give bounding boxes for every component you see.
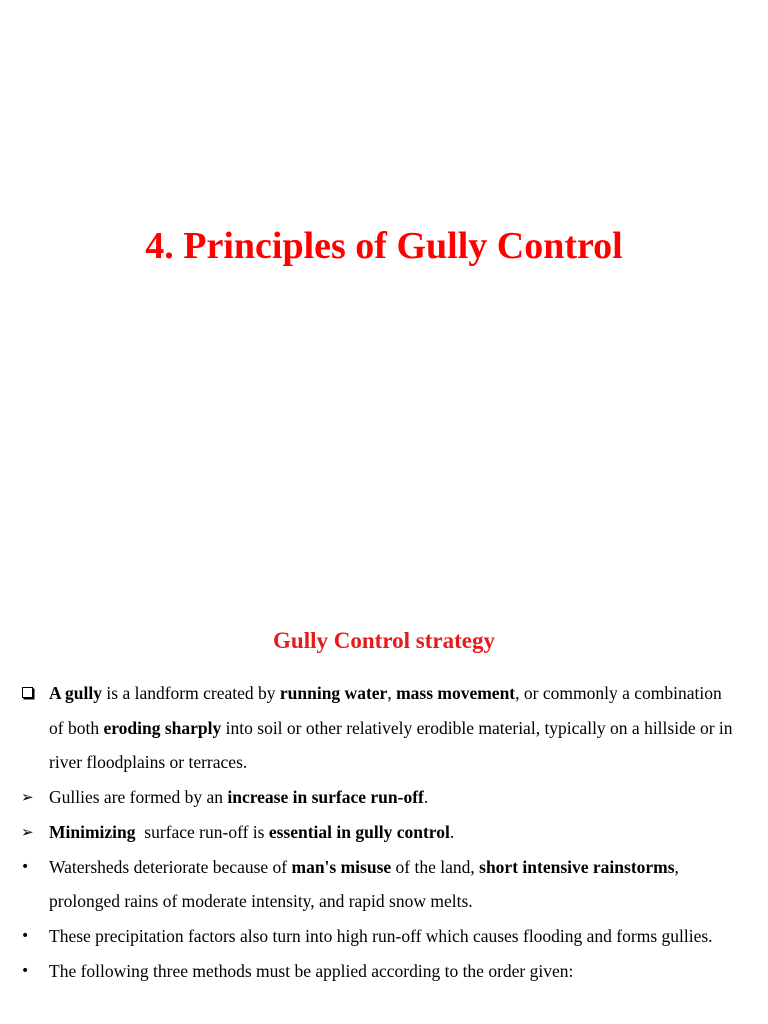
- text: into soil or other relatively erodible material, typically on a hillside or in river floodplains or terraces.: [49, 717, 737, 773]
- checkbox-bullet-icon: [22, 687, 33, 698]
- dot-bullet-icon: •: [21, 858, 30, 875]
- list-item: [0, 815, 768, 850]
- bold-text: increase in surface run-off: [227, 787, 424, 808]
- text: These precipitation factors also turn into high run-off which causes flooding and forms gullies.: [49, 925, 713, 946]
- list-item: [0, 850, 768, 919]
- bold-text: essential in gully control: [268, 821, 450, 842]
- bold-text: mass movement: [396, 683, 516, 703]
- list-item: [0, 954, 768, 989]
- arrow-bullet-icon: ➢: [21, 788, 34, 807]
- bold-text: A gully: [49, 683, 103, 703]
- dot-bullet-icon: •: [21, 927, 30, 944]
- text: Watersheds deteriorate because of: [49, 856, 292, 877]
- text: .: [423, 787, 429, 808]
- text: is a landform created by: [102, 683, 280, 703]
- bold-text: eroding sharply: [103, 717, 222, 738]
- arrow-bullet-icon: ➢: [21, 822, 34, 841]
- bold-text: short intensive rainstorms: [479, 856, 675, 877]
- list-item: [0, 676, 768, 780]
- bold-text: running water: [279, 683, 388, 703]
- text: , or commonly a combination of both: [49, 683, 727, 738]
- bold-text: man's misuse: [291, 856, 392, 877]
- text: Gullies are formed by an: [49, 787, 228, 808]
- text: of the land,: [391, 856, 480, 877]
- section-heading: Gully Control strategy: [273, 628, 495, 653]
- text: ,: [387, 683, 397, 703]
- list-item: [0, 780, 768, 815]
- dot-bullet-icon: •: [21, 962, 30, 979]
- list-item: [0, 919, 768, 954]
- text: , prolonged rains of moderate intensity, and rapid snow melts.: [49, 856, 684, 912]
- text: The following three methods must be applied according to the order given:: [49, 960, 574, 981]
- bold-text: Minimizing: [49, 821, 136, 842]
- text: .: [449, 821, 455, 842]
- bullet-list: [0, 676, 768, 988]
- text: surface run-off is: [135, 821, 269, 842]
- page-title: 4. Principles of Gully Control: [145, 225, 623, 267]
